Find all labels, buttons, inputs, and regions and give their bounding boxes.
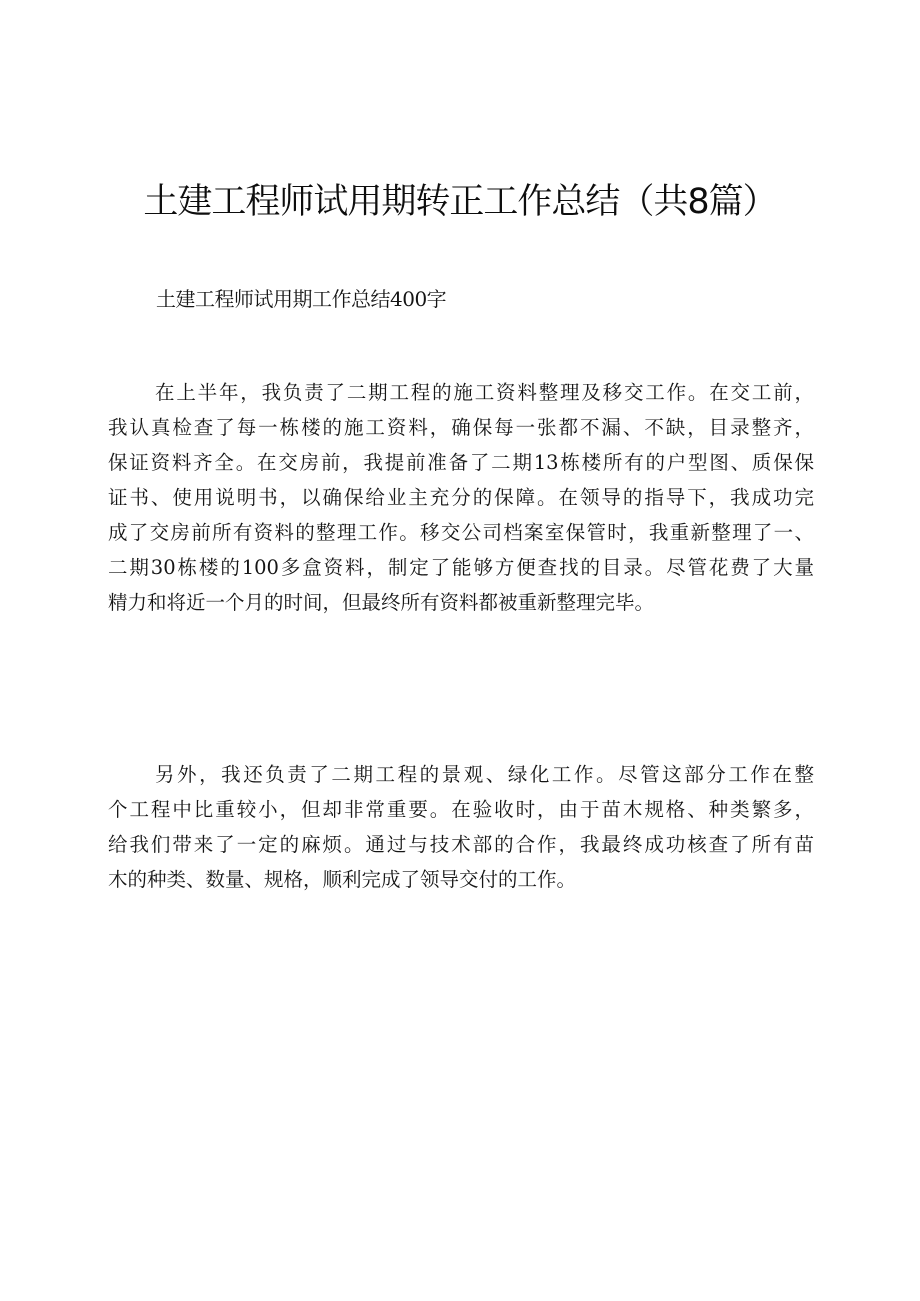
paragraph-line: 二期30栋楼的100多盒资料，制定了能够方便查找的目录。尽管花费了大量 <box>108 556 814 579</box>
document-subtitle: 土建工程师试用期工作总结400字 <box>156 287 447 311</box>
paragraph-line: 保证资料齐全。在交房前，我提前准备了二期13栋楼所有的户型图、质保保 <box>108 451 814 474</box>
paragraph-line: 给我们带来了一定的麻烦。通过与技术部的合作，我最终成功核查了所有苗 <box>108 833 814 856</box>
paragraph-line: 个工程中比重较小，但却非常重要。在验收时，由于苗木规格、种类繁多， <box>108 798 814 821</box>
paragraph-1 <box>108 375 814 620</box>
paragraph-line: 成了交房前所有资料的整理工作。移交公司档案室保管时，我重新整理了一、 <box>108 521 814 544</box>
paragraph-line: 精力和将近一个月的时间，但最终所有资料都被重新整理完毕。 <box>108 591 655 614</box>
paragraph-line: 另外，我还负责了二期工程的景观、绿化工作。尽管这部分工作在整 <box>155 763 814 786</box>
paragraph-line: 我认真检查了每一栋楼的施工资料，确保每一张都不漏、不缺，目录整齐， <box>108 416 814 439</box>
paragraph-line: 证书、使用说明书，以确保给业主充分的保障。在领导的指导下，我成功完 <box>108 486 814 509</box>
paragraph-line: 木的种类、数量、规格，顺利完成了领导交付的工作。 <box>108 868 577 891</box>
document-title: 土建工程师试用期转正工作总结（共8篇） <box>143 182 777 222</box>
paragraph-2 <box>108 757 814 897</box>
paragraph-line: 在上半年，我负责了二期工程的施工资料整理及移交工作。在交工前， <box>155 381 814 404</box>
